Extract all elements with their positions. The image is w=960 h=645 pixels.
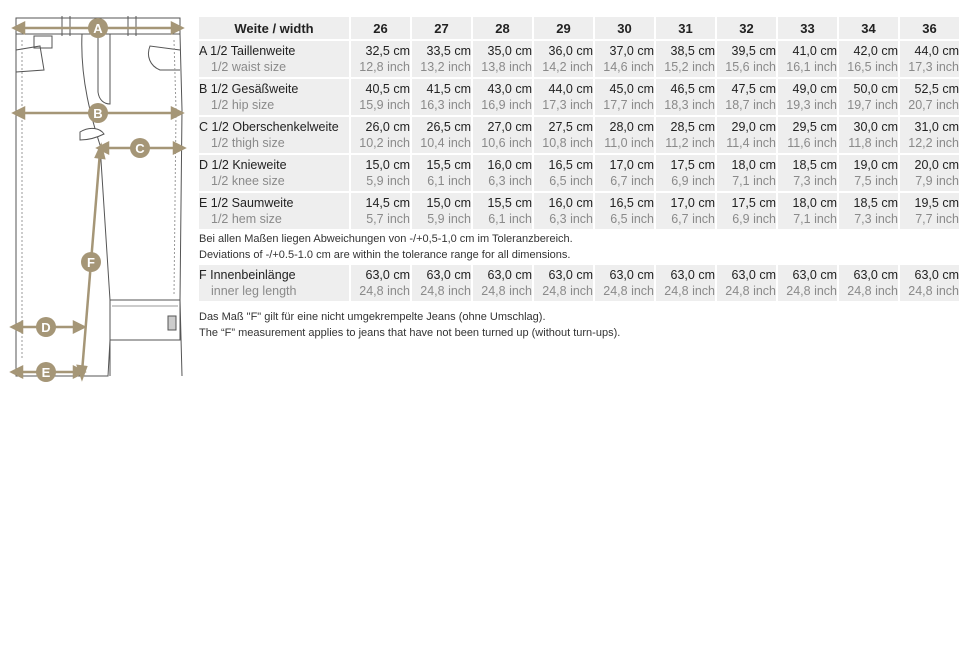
svg-text:E: E [41, 365, 51, 380]
measure-cell [900, 41, 959, 77]
marker-f [81, 252, 101, 272]
value-inch: 6,1 inch [427, 174, 471, 188]
measure-cell [534, 265, 593, 301]
value-inch: 6,3 inch [549, 212, 593, 226]
value-inch: 24,8 inch [664, 284, 715, 298]
measure-cell [900, 117, 959, 153]
value-inch: 7,3 inch [793, 174, 837, 188]
value-inch: 7,1 inch [732, 174, 776, 188]
value-cm: 33,5 cm [426, 44, 471, 58]
value-cm: 15,0 cm [426, 196, 471, 210]
value-inch: 5,9 inch [427, 212, 471, 226]
value-cm: 18,5 cm [792, 158, 837, 172]
size-column-header: 28 [473, 17, 532, 39]
value-inch: 20,7 inch [908, 98, 959, 112]
value-cm: 42,0 cm [853, 44, 898, 58]
measure-cell [839, 79, 898, 115]
value-inch: 6,5 inch [549, 174, 593, 188]
value-cm: 28,0 cm [609, 120, 654, 134]
value-cm: 19,5 cm [914, 196, 959, 210]
value-inch: 24,8 inch [603, 284, 654, 298]
value-inch: 7,7 inch [915, 212, 959, 226]
inseam-row [199, 265, 959, 301]
value-inch: 24,8 inch [908, 284, 959, 298]
size-column-header: 32 [717, 17, 776, 39]
value-cm: 37,0 cm [609, 44, 654, 58]
size-column-header: 27 [412, 17, 471, 39]
size-column-header: 33 [778, 17, 837, 39]
value-cm: 16,0 cm [548, 196, 593, 210]
measure-cell [839, 193, 898, 229]
value-inch: 24,8 inch [542, 284, 593, 298]
measure-cell [717, 117, 776, 153]
footer-notes [199, 309, 620, 341]
value-cm: 40,5 cm [365, 82, 410, 96]
svg-text:C: C [135, 141, 145, 156]
value-cm: 17,5 cm [731, 196, 776, 210]
value-inch: 17,3 inch [908, 60, 959, 74]
value-inch: 15,9 inch [359, 98, 410, 112]
measure-cell [351, 117, 410, 153]
value-cm: 39,5 cm [731, 44, 776, 58]
measure-cell [351, 41, 410, 77]
value-inch: 11,8 inch [848, 136, 898, 150]
value-cm: 29,5 cm [792, 120, 837, 134]
value-inch: 19,7 inch [847, 98, 898, 112]
value-inch: 17,7 inch [603, 98, 654, 112]
value-inch: 6,9 inch [732, 212, 776, 226]
value-inch: 7,3 inch [854, 212, 898, 226]
value-inch: 10,4 inch [420, 136, 471, 150]
value-cm: 29,0 cm [731, 120, 776, 134]
measure-cell [778, 193, 837, 229]
value-inch: 24,8 inch [359, 284, 410, 298]
measure-cell [412, 41, 471, 77]
value-inch: 15,6 inch [725, 60, 776, 74]
measure-label-de: E 1/2 Saumweite [199, 196, 294, 210]
value-inch: 5,7 inch [366, 212, 410, 226]
svg-text:A: A [93, 21, 103, 36]
value-inch: 6,7 inch [610, 174, 654, 188]
value-cm: 31,0 cm [914, 120, 959, 134]
value-cm: 14,5 cm [365, 196, 410, 210]
measure-cell [534, 193, 593, 229]
size-column-header: 34 [839, 17, 898, 39]
size-chart-table [197, 15, 960, 303]
measure-cell [656, 193, 715, 229]
measure-label-de: F Innenbeinlänge [199, 268, 296, 282]
value-inch: 11,6 inch [787, 136, 837, 150]
measure-cell [656, 265, 715, 301]
measure-cell [656, 79, 715, 115]
value-cm: 30,0 cm [853, 120, 898, 134]
measure-label [199, 155, 349, 191]
measure-cell [473, 41, 532, 77]
value-inch: 11,2 inch [665, 136, 715, 150]
measure-cell [473, 265, 532, 301]
value-inch: 6,7 inch [671, 212, 715, 226]
value-inch: 13,2 inch [420, 60, 471, 74]
measure-cell [839, 41, 898, 77]
value-cm: 18,0 cm [731, 158, 776, 172]
measure-cell [778, 79, 837, 115]
value-cm: 63,0 cm [792, 268, 837, 282]
measure-label [199, 193, 349, 229]
value-cm: 63,0 cm [853, 268, 898, 282]
measure-cell [900, 193, 959, 229]
value-inch: 6,1 inch [488, 212, 532, 226]
measure-cell [412, 265, 471, 301]
measure-row [199, 41, 959, 77]
measure-cell [656, 117, 715, 153]
measure-cell [717, 265, 776, 301]
value-cm: 32,5 cm [365, 44, 410, 58]
value-inch: 18,7 inch [725, 98, 776, 112]
measure-cell [900, 265, 959, 301]
value-cm: 20,0 cm [914, 158, 959, 172]
value-inch: 11,4 inch [726, 136, 776, 150]
size-column-header: 36 [900, 17, 959, 39]
measure-cell [473, 193, 532, 229]
value-cm: 44,0 cm [548, 82, 593, 96]
measure-cell [595, 41, 654, 77]
value-cm: 15,5 cm [487, 196, 532, 210]
measure-cell [900, 155, 959, 191]
value-cm: 45,0 cm [609, 82, 654, 96]
measure-label-en: 1/2 thigh size [211, 136, 285, 150]
measure-cell [351, 265, 410, 301]
measure-label-de: D 1/2 Knieweite [199, 158, 287, 172]
value-cm: 27,0 cm [487, 120, 532, 134]
value-cm: 15,5 cm [426, 158, 471, 172]
measure-label-en: 1/2 waist size [211, 60, 287, 74]
tolerance-note-de: Bei allen Maßen liegen Abweichungen von -/+0,5-1,0 cm im Toleranzbereich. [199, 233, 573, 245]
measure-cell [778, 155, 837, 191]
value-inch: 14,2 inch [542, 60, 593, 74]
measure-label-en: 1/2 hem size [211, 212, 282, 226]
value-cm: 41,0 cm [792, 44, 837, 58]
value-cm: 41,5 cm [426, 82, 471, 96]
measure-cell [778, 41, 837, 77]
value-inch: 24,8 inch [420, 284, 471, 298]
measure-cell [473, 155, 532, 191]
value-cm: 19,0 cm [853, 158, 898, 172]
measure-cell [717, 79, 776, 115]
measure-cell [778, 117, 837, 153]
value-inch: 10,6 inch [481, 136, 532, 150]
footer-note-en: The “F” measurement applies to jeans that have not been turned up (without turn-ups). [199, 327, 621, 339]
measure-cell [595, 117, 654, 153]
footer-note-de: Das Maß "F" gilt für eine nicht umgekrempelte Jeans (ohne Umschlag). [199, 311, 546, 323]
measure-cell [351, 155, 410, 191]
size-header-label: Weite / width [199, 17, 349, 39]
value-inch: 6,3 inch [488, 174, 532, 188]
measure-cell [534, 79, 593, 115]
value-inch: 7,1 inch [793, 212, 837, 226]
value-inch: 24,8 inch [847, 284, 898, 298]
measure-label [199, 265, 349, 301]
value-inch: 15,2 inch [664, 60, 715, 74]
value-cm: 63,0 cm [914, 268, 959, 282]
marker-e [36, 362, 56, 382]
value-cm: 49,0 cm [792, 82, 837, 96]
value-cm: 17,0 cm [609, 158, 654, 172]
measure-row [199, 155, 959, 191]
value-cm: 18,5 cm [853, 196, 898, 210]
value-inch: 24,8 inch [481, 284, 532, 298]
marker-d [36, 317, 56, 337]
measure-cell [778, 265, 837, 301]
measure-cell [595, 265, 654, 301]
measure-cell [656, 41, 715, 77]
value-cm: 63,0 cm [365, 268, 410, 282]
value-cm: 28,5 cm [670, 120, 715, 134]
value-cm: 36,0 cm [548, 44, 593, 58]
size-column-header: 31 [656, 17, 715, 39]
value-inch: 13,8 inch [481, 60, 532, 74]
measure-label-en: 1/2 hip size [211, 98, 275, 112]
value-inch: 16,1 inch [786, 60, 837, 74]
value-inch: 14,6 inch [603, 60, 654, 74]
size-header-row [199, 17, 959, 39]
jeans-measurement-diagram [0, 0, 196, 390]
measure-label-en: 1/2 knee size [211, 174, 285, 188]
value-cm: 63,0 cm [548, 268, 593, 282]
value-inch: 7,9 inch [915, 174, 959, 188]
size-column-header: 29 [534, 17, 593, 39]
measure-cell [839, 117, 898, 153]
value-inch: 16,5 inch [847, 60, 898, 74]
value-cm: 50,0 cm [853, 82, 898, 96]
value-cm: 17,5 cm [670, 158, 715, 172]
marker-c [130, 138, 150, 158]
value-cm: 16,5 cm [609, 196, 654, 210]
measure-label-de: A 1/2 Taillenweite [199, 44, 296, 58]
measure-cell [595, 193, 654, 229]
value-inch: 16,3 inch [420, 98, 471, 112]
value-inch: 18,3 inch [664, 98, 715, 112]
measure-cell [534, 155, 593, 191]
measure-row [199, 79, 959, 115]
measure-cell [351, 193, 410, 229]
measure-label [199, 41, 349, 77]
measure-cell [412, 79, 471, 115]
measure-cell [595, 155, 654, 191]
measure-cell [412, 155, 471, 191]
measure-row [199, 117, 959, 153]
measure-label-de: B 1/2 Gesäßweite [199, 82, 299, 96]
value-cm: 16,0 cm [487, 158, 532, 172]
measure-cell [412, 193, 471, 229]
value-cm: 17,0 cm [670, 196, 715, 210]
value-cm: 16,5 cm [548, 158, 593, 172]
measure-cell [839, 155, 898, 191]
measure-cell [473, 79, 532, 115]
value-cm: 18,0 cm [792, 196, 837, 210]
tolerance-note [199, 231, 959, 263]
measure-row [199, 193, 959, 229]
value-cm: 52,5 cm [914, 82, 959, 96]
measure-cell [717, 193, 776, 229]
value-inch: 10,8 inch [542, 136, 593, 150]
size-column-header: 26 [351, 17, 410, 39]
marker-b [88, 103, 108, 123]
value-cm: 44,0 cm [914, 44, 959, 58]
marker-a [88, 18, 108, 38]
value-inch: 7,5 inch [854, 174, 898, 188]
measure-label-en: inner leg length [211, 284, 297, 298]
value-cm: 63,0 cm [426, 268, 471, 282]
value-cm: 63,0 cm [731, 268, 776, 282]
value-inch: 19,3 inch [786, 98, 837, 112]
measure-label [199, 79, 349, 115]
value-cm: 47,5 cm [731, 82, 776, 96]
value-cm: 38,5 cm [670, 44, 715, 58]
value-cm: 35,0 cm [487, 44, 532, 58]
measure-cell [351, 79, 410, 115]
tolerance-note-row [199, 231, 959, 263]
size-column-header: 30 [595, 17, 654, 39]
measure-cell [412, 117, 471, 153]
value-inch: 10,2 inch [359, 136, 410, 150]
measure-cell [717, 155, 776, 191]
value-inch: 6,5 inch [610, 212, 654, 226]
value-cm: 15,0 cm [365, 158, 410, 172]
value-inch: 12,8 inch [359, 60, 410, 74]
value-inch: 5,9 inch [366, 174, 410, 188]
measure-cell [534, 41, 593, 77]
value-cm: 46,5 cm [670, 82, 715, 96]
value-inch: 16,9 inch [481, 98, 532, 112]
value-inch: 24,8 inch [725, 284, 776, 298]
measure-cell [900, 79, 959, 115]
svg-text:B: B [93, 106, 103, 121]
measure-cell [717, 41, 776, 77]
measure-label-de: C 1/2 Oberschenkelweite [199, 120, 339, 134]
measure-cell [534, 117, 593, 153]
measure-cell [839, 265, 898, 301]
value-inch: 12,2 inch [908, 136, 959, 150]
value-cm: 26,5 cm [426, 120, 471, 134]
svg-text:D: D [41, 320, 51, 335]
value-inch: 24,8 inch [786, 284, 837, 298]
svg-text:F: F [87, 255, 95, 270]
value-inch: 11,0 inch [604, 136, 654, 150]
value-cm: 63,0 cm [670, 268, 715, 282]
measure-cell [595, 79, 654, 115]
value-cm: 63,0 cm [609, 268, 654, 282]
measure-label [199, 117, 349, 153]
tolerance-note-en: Deviations of -/+0.5-1.0 cm are within the tolerance range for all dimensions. [199, 249, 571, 261]
value-inch: 17,3 inch [542, 98, 593, 112]
value-cm: 63,0 cm [487, 268, 532, 282]
value-cm: 26,0 cm [365, 120, 410, 134]
measure-cell [473, 117, 532, 153]
measure-cell [656, 155, 715, 191]
value-cm: 27,5 cm [548, 120, 593, 134]
value-inch: 6,9 inch [671, 174, 715, 188]
value-cm: 43,0 cm [487, 82, 532, 96]
